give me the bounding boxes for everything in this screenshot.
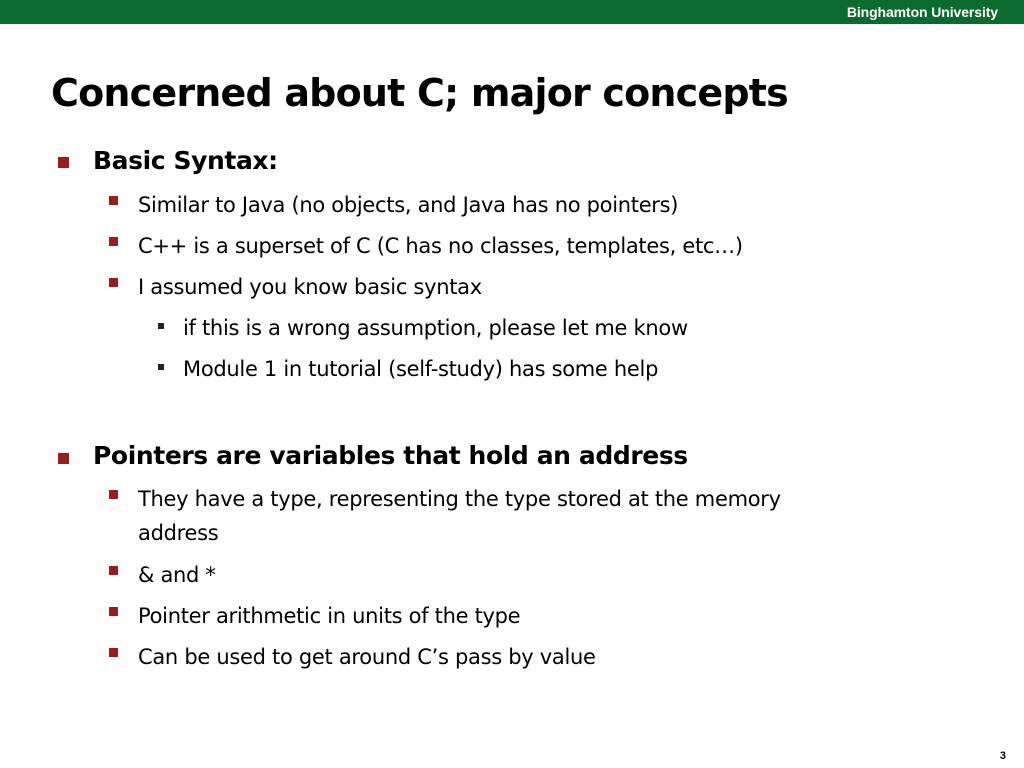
list-item: Can be used to get around C’s pass by value — [138, 645, 596, 669]
subitem-bullet-icon — [158, 323, 164, 329]
section-bullet-icon — [58, 157, 69, 168]
list-item: They have a type, representing the type stored at the memory — [138, 487, 781, 511]
section-heading: Basic Syntax: — [93, 146, 278, 175]
item-bullet-icon — [109, 648, 118, 657]
list-item: Similar to Java (no objects, and Java has no pointers) — [138, 193, 679, 217]
list-item: I assumed you know basic syntax — [138, 275, 482, 299]
sub-list-item: Module 1 in tutorial (self-study) has some help — [183, 357, 659, 381]
list-item: & and * — [138, 563, 216, 587]
item-bullet-icon — [109, 196, 118, 205]
item-bullet-icon — [109, 278, 118, 287]
item-bullet-icon — [109, 237, 118, 246]
list-item: Pointer arithmetic in units of the type — [138, 604, 521, 628]
section-heading: Pointers are variables that hold an address — [93, 441, 688, 470]
subitem-bullet-icon — [158, 364, 164, 370]
sub-list-item: if this is a wrong assumption, please let me know — [183, 316, 688, 340]
list-item-continuation: address — [138, 521, 219, 545]
slide-title: Concerned about C; major concepts — [51, 71, 788, 115]
university-brand: Binghamton University — [846, 4, 998, 20]
page-number: 3 — [999, 750, 1006, 762]
section-bullet-icon — [58, 453, 69, 464]
item-bullet-icon — [109, 607, 118, 616]
item-bullet-icon — [109, 566, 118, 575]
list-item: C++ is a superset of C (C has no classes, templates, etc…) — [138, 234, 743, 258]
item-bullet-icon — [109, 490, 118, 499]
